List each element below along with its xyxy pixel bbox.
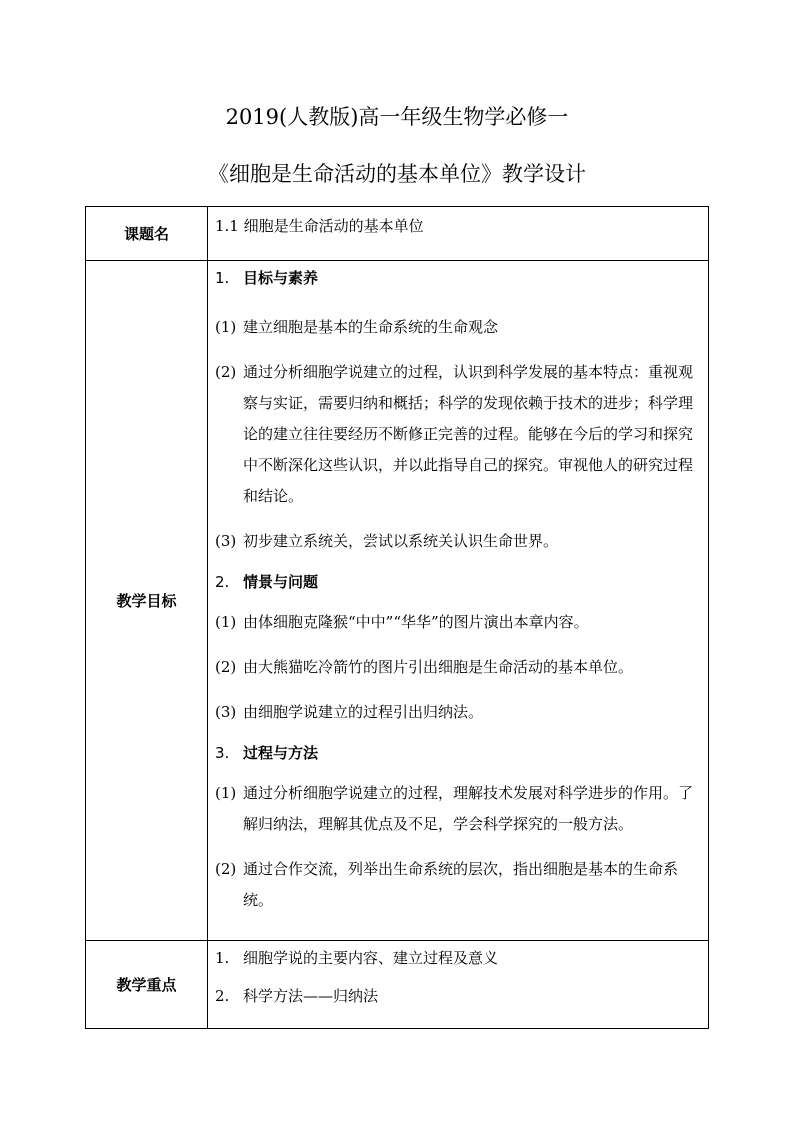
section-heading: 3. 过程与方法 bbox=[215, 744, 319, 762]
table-row-key-points bbox=[86, 941, 709, 1029]
list-item: (2) 通过合作交流，列举出生命系统的层次，指出细胞是基本的生命系统。 bbox=[215, 860, 679, 909]
key-points-label: 教学重点 bbox=[86, 941, 208, 1029]
list-item: (2) 由大熊猫吃冷箭竹的图片引出细胞是生命活动的基本单位。 bbox=[215, 658, 634, 676]
list-item: (3) 初步建立系统关，尝试以系统关认识生命世界。 bbox=[215, 532, 559, 550]
list-item: (3) 由细胞学说建立的过程引出归纳法。 bbox=[215, 703, 484, 721]
lesson-plan-table bbox=[85, 206, 709, 1029]
topic-value: 1.1 细胞是生命活动的基本单位 bbox=[208, 207, 709, 261]
list-item: 2. 科学方法——归纳法 bbox=[215, 987, 379, 1005]
goals-content bbox=[208, 261, 709, 941]
key-points-content bbox=[208, 941, 709, 1029]
list-item: (2) 通过分析细胞学说建立的过程，认识到科学发展的基本特点：重视观察与实证，需要归纳和概括；科学的发现依赖于技术的进步；科学理论的建立往往要经历不断修正完善的过程。能够在今后的学习和探究中不断深化这些认识，并以此指导自己的探究。审视他人的研究过程和结论。 bbox=[215, 363, 694, 505]
document-title-line2: 《细胞是生命活动的基本单位》教学设计 bbox=[208, 162, 586, 186]
list-item: 1. 细胞学说的主要内容、建立过程及意义 bbox=[215, 949, 499, 967]
topic-label: 课题名 bbox=[86, 207, 208, 261]
table-row-goals bbox=[86, 261, 709, 941]
list-item: (1) 由体细胞克隆猴“中中”“华华”的图片演出本章内容。 bbox=[215, 613, 589, 631]
document-title-line1: 2019(人教版)高一年级生物学必修一 bbox=[225, 105, 569, 129]
list-item: (1) 通过分析细胞学说建立的过程，理解技术发展对科学进步的作用。了解归纳法，理解其优点及不足，学会科学探究的一般方法。 bbox=[215, 784, 694, 833]
list-item: (1) 建立细胞是基本的生命系统的生命观念 bbox=[215, 318, 499, 336]
table-row-topic bbox=[86, 207, 709, 261]
section-heading: 1. 目标与素养 bbox=[215, 269, 319, 287]
section-heading: 2. 情景与问题 bbox=[215, 573, 319, 591]
goals-label: 教学目标 bbox=[86, 261, 208, 941]
